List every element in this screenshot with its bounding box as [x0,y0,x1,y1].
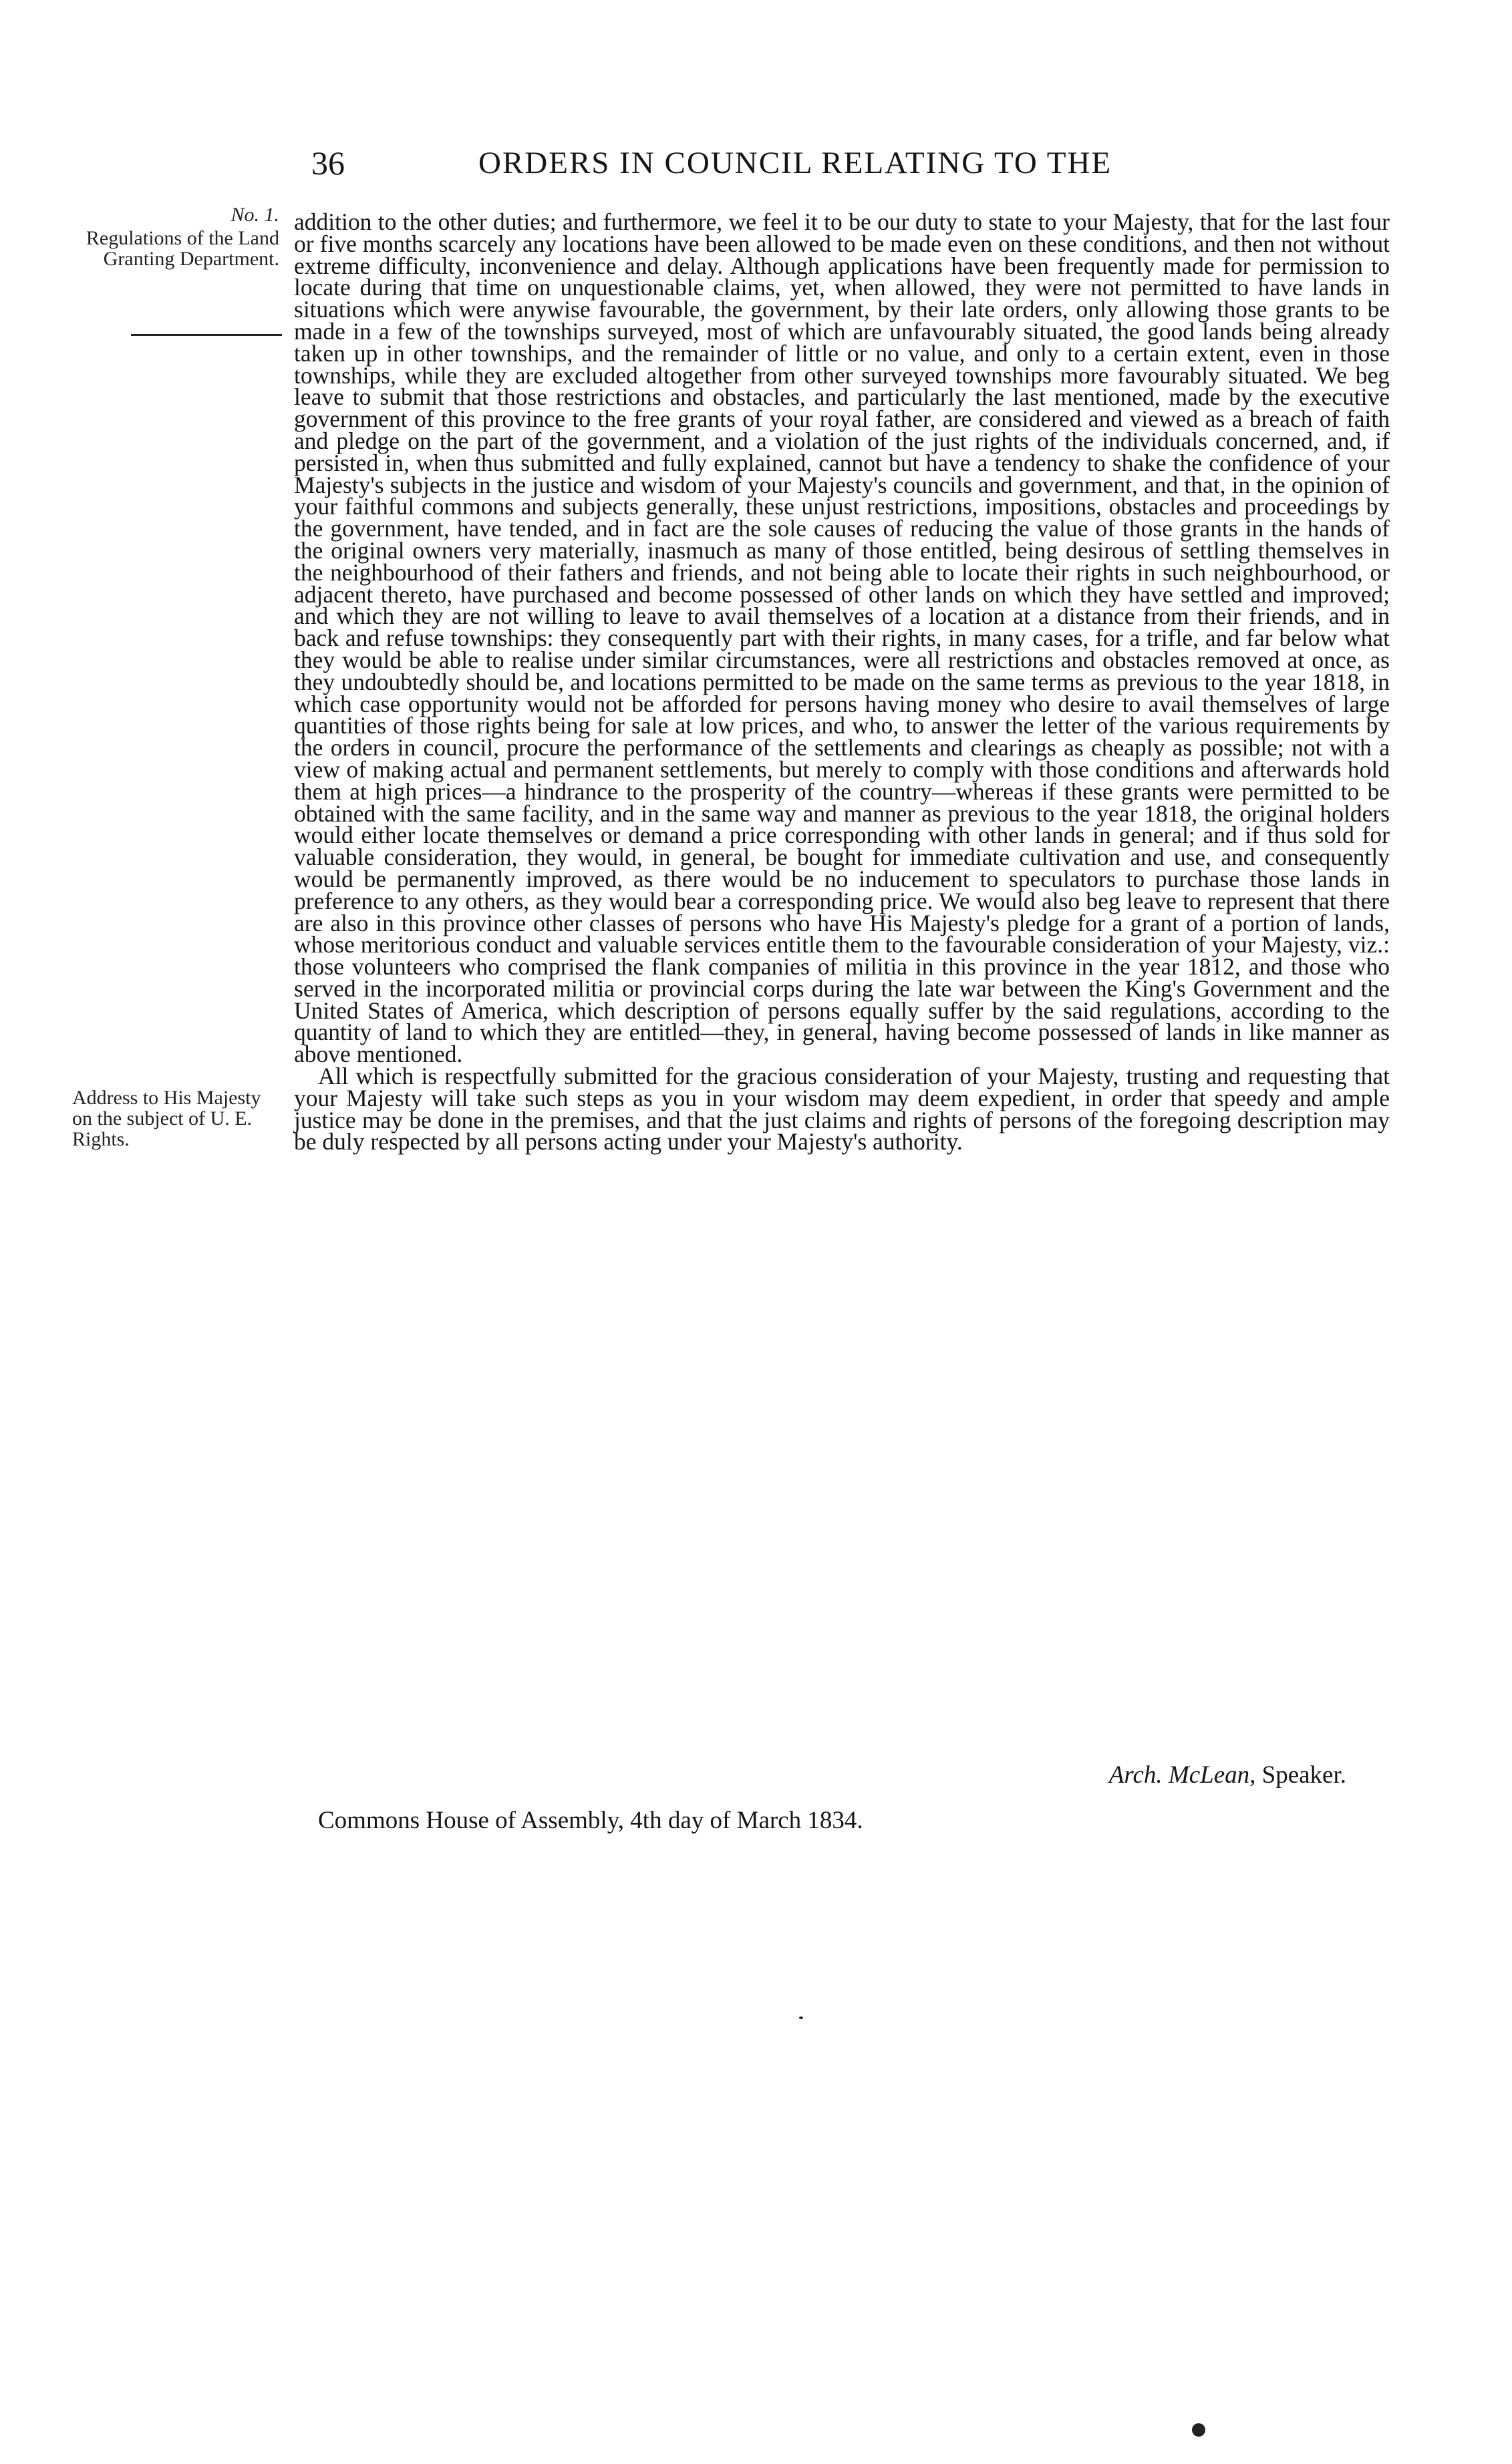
signatory-name: Arch. McLean, [1108,1761,1256,1789]
running-title: ORDERS IN COUNCIL RELATING TO THE [478,146,1112,180]
signature [1109,1761,1346,1790]
page-number: 36 [311,144,345,182]
sidenote-address [72,1087,273,1150]
sidenote-number: No. 1. [231,204,279,226]
body-text [294,208,1390,1156]
ink-speck [799,2016,803,2019]
sidenote-divider [131,334,282,336]
sidenote-regulations-text: Regulations of the Land Granting Department. [86,227,279,270]
dateline: Commons House of Assembly, 4th day of March 1834. [318,1807,863,1834]
ink-blot [1192,2423,1205,2437]
sidenote-address-text: Address to His Majesty on the subject of U. E. Rights. [72,1087,261,1150]
sidenote-regulations [86,204,279,269]
body-paragraph-closing: All which is respectfully submitted for the gracious consideration of your Majesty, trusting and requesting that your Majesty will take such steps as you in your wisdom may deem expedient, in order that speedy and ample justice may be done in the premises, and that the just claims and rights of persons of the foregoing description may be duly respected by all persons acting under your Majesty's authority. [294,1063,1390,1156]
body-paragraph: addition to the other duties; and furthermore, we feel it to be our duty to state to your Majesty, that for the last four or five months scarcely any locations have been allowed to be made even on these conditions, and then not without extreme difficulty, inconvenience and delay. Although applications have been frequently made for permission to locate during that time on unquestionable claims, yet, when allowed, they were not permitted to have lands in situations which were anywise favourable, the government, by their late orders, only allowing those grants to be made in a few of the townships surveyed, most of which are unfavourably situated, the good lands being already taken up in other townships, and the remainder of little or no value, and only to a certain extent, even in those townships, while they are excluded altogether from other surveyed townships more favourably situated. We beg leave to submit that those restrictions and obstacles, and particularly the last mentioned, made by the executive government of this province to the free grants of your royal father, are considered and viewed as a breach of faith and pledge on the part of the government, and a violation of the just rights of the individuals concerned, and, if persisted in, when thus submitted and fully explained, cannot but have a tendency to shake the confidence of your Majesty's subjects in the justice and wisdom of your Majesty's councils and government, and that, in the opinion of your faithful commons and subjects generally, these unjust restrictions, impositions, obstacles and proceedings by the government, have tended, and in fact are the sole causes of reducing the value of those grants in the hands of the original owners very materially, inasmuch as many of those entitled, being desirous of settling themselves in the neighbourhood of their fathers and friends, and not being able to locate their rights in such neighbourhood, or adjacent thereto, have purchased and become possessed of other lands on which they have settled and improved; and which they are not willing to leave to avail themselves of a location at a distance from their friends, and in back and refuse townships: they consequently part with their rights, in many cases, for a trifle, and far below what they would be able to realise under similar circumstances, were all restrictions and obstacles removed at once, as they undoubtedly should be, and locations permitted to be made on the same terms as previous to the year 1818, in which case opportunity would not be afforded for persons having money who desire to avail themselves of large quantities of those rights being for sale at low prices, and who, to answer the letter of the various requirements by the orders in council, procure the performance of the settlements and clearings as cheaply as possible; not with a view of making actual and permanent settlements, but merely to comply with those conditions and afterwards hold them at high prices—a hindrance to the prosperity of the country—whereas if these grants were permitted to be obtained with the same facility, and in the same way and manner as previous to the year 1818, the original holders would either locate themselves or demand a price corresponding with other lands in general; and if thus sold for valuable consideration, they would, in general, be bought for immediate cultivation and use, and consequently would be permanently improved, as there would be no inducement to speculators to purchase those lands in preference to any others, as they would bear a corresponding price. We would also beg leave to represent that there are also in this province other classes of persons who have His Majesty's pledge for a grant of a portion of lands, whose meritorious conduct and valuable services entitle them to the favourable consideration of your Majesty, viz.: those volunteers who comprised the flank companies of militia in this province in the year 1812, and those who served in the incorporated militia or provincial corps during the late war between the King's Government and the United States of America, which description of persons equally suffer by the said regulations, according to the quantity of land to which they are entitled—they, in general, having become possessed of lands in like manner as above mentioned. [294,208,1390,1068]
signatory-title: Speaker. [1261,1761,1346,1789]
